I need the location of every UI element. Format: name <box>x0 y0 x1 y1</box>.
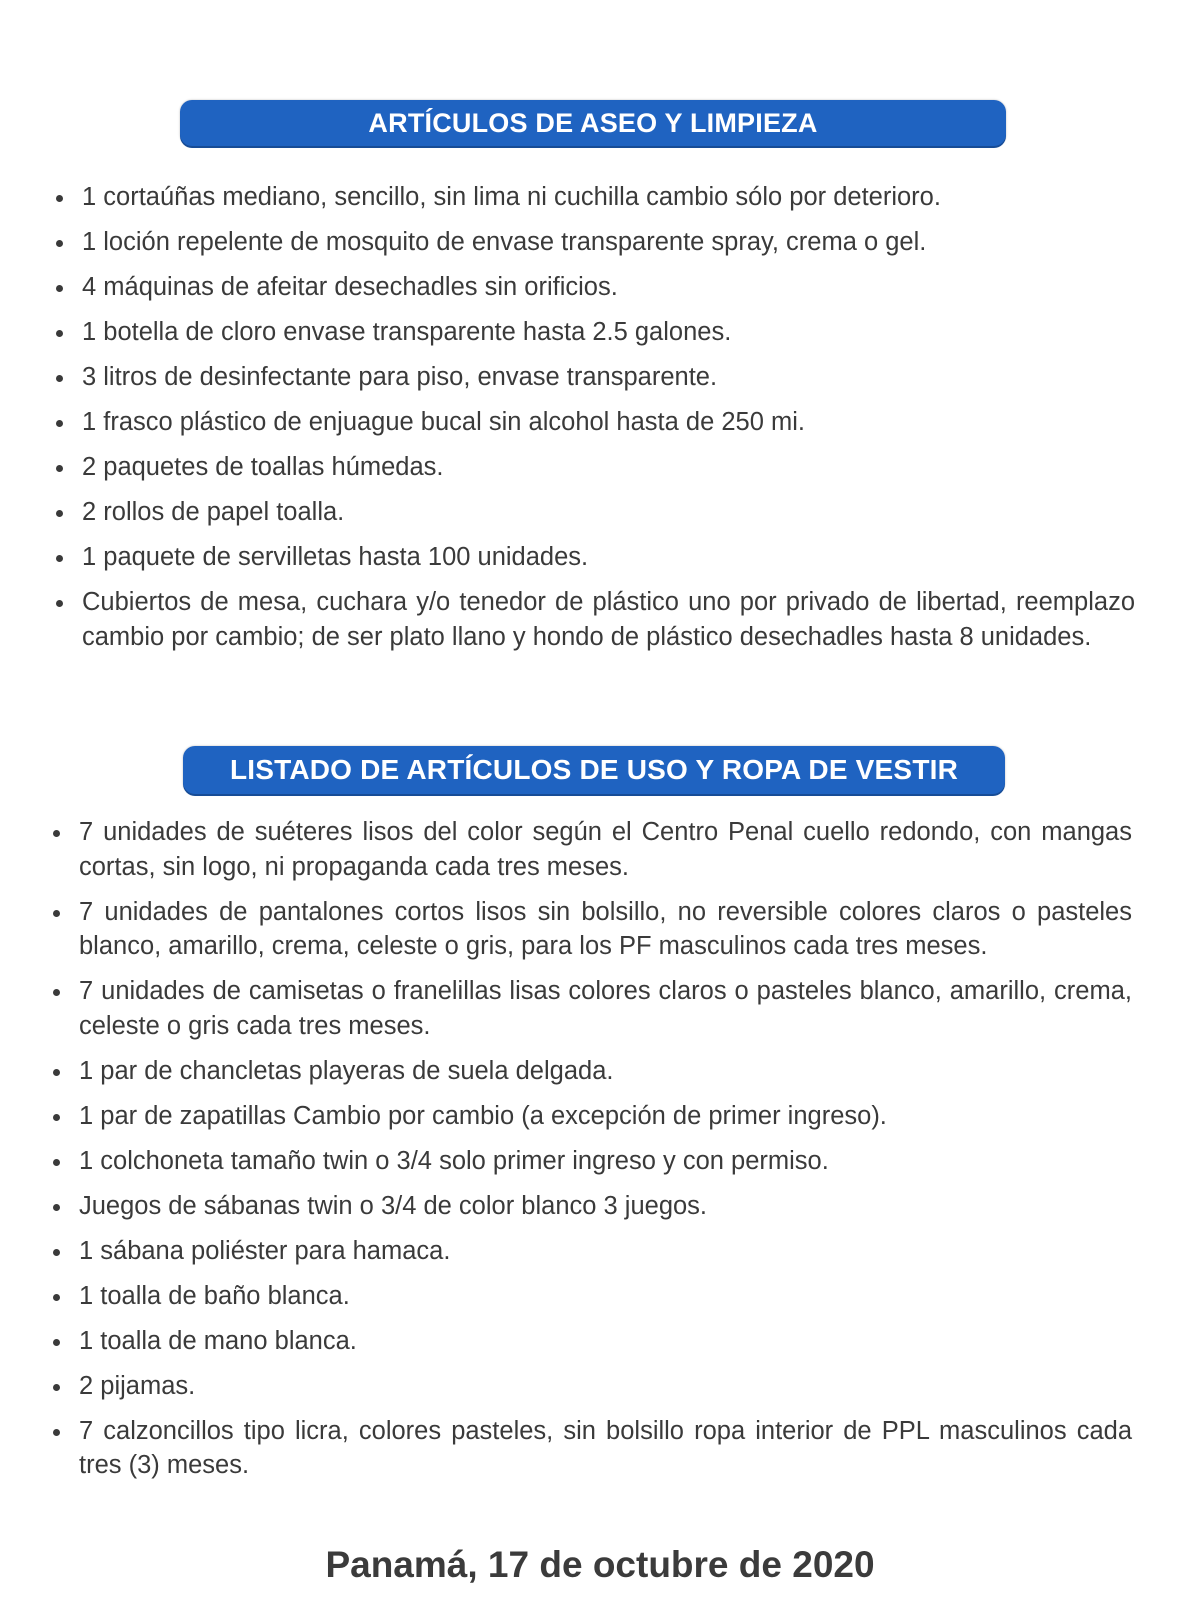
list-item: 1 par de chancletas playeras de suela delgada. <box>49 1054 1132 1089</box>
list-item: Cubiertos de mesa, cuchara y/o tenedor de plástico uno por privado de libertad, reemplazo cambio por cambio; de ser plato llano y hondo de plástico desechadles hasta 8 unidades. <box>52 585 1135 654</box>
section-title: LISTADO DE ARTÍCULOS DE USO Y ROPA DE VESTIR <box>229 754 959 785</box>
list-item: 7 calzoncillos tipo licra, colores pasteles, sin bolsillo ropa interior de PPL masculinos cada tres (3) meses. <box>49 1414 1132 1483</box>
list-item: 3 litros de desinfectante para piso, envase transparente. <box>52 360 1135 395</box>
cleaning-items-list <box>52 180 1135 665</box>
list-item: Juegos de sábanas twin o 3/4 de color blanco 3 juegos. <box>49 1189 1132 1224</box>
list-item: 7 unidades de camisetas o franelillas lisas colores claros o pasteles blanco, amarillo, crema, celeste o gris cada tres meses. <box>49 974 1132 1043</box>
list-item: 1 paquete de servilletas hasta 100 unidades. <box>52 540 1135 575</box>
list-item: 1 botella de cloro envase transparente hasta 2.5 galones. <box>52 315 1135 350</box>
list-item: 7 unidades de suéteres lisos del color según el Centro Penal cuello redondo, con mangas cortas, sin logo, ni propaganda cada tres meses. <box>49 815 1132 884</box>
section-header-ropa-vestir <box>183 746 1005 794</box>
list-item: 1 frasco plástico de enjuague bucal sin alcohol hasta de 250 mi. <box>52 405 1135 440</box>
date-line: Panamá, 17 de octubre de 2020 <box>325 1544 875 1585</box>
section-header-aseo-limpieza <box>180 100 1006 146</box>
list-item: 2 rollos de papel toalla. <box>52 495 1135 530</box>
list-item: 1 loción repelente de mosquito de envase transparente spray, crema o gel. <box>52 225 1135 260</box>
list-item: 1 par de zapatillas Cambio por cambio (a excepción de primer ingreso). <box>49 1099 1132 1134</box>
clothing-items-list <box>49 815 1132 1493</box>
list-item: 1 toalla de baño blanca. <box>49 1279 1132 1314</box>
list-item: 2 pijamas. <box>49 1369 1132 1404</box>
section-title: ARTÍCULOS DE ASEO Y LIMPIEZA <box>368 107 818 138</box>
list-item: 1 toalla de mano blanca. <box>49 1324 1132 1359</box>
list-item: 2 paquetes de toallas húmedas. <box>52 450 1135 485</box>
list-item: 1 colchoneta tamaño twin o 3/4 solo primer ingreso y con permiso. <box>49 1144 1132 1179</box>
list-item: 1 sábana poliéster para hamaca. <box>49 1234 1132 1269</box>
list-item: 1 cortaúñas mediano, sencillo, sin lima ni cuchilla cambio sólo por deterioro. <box>52 180 1135 215</box>
list-item: 7 unidades de pantalones cortos lisos sin bolsillo, no reversible colores claros o pasteles blanco, amarillo, crema, celeste o gris, para los PF masculinos cada tres meses. <box>49 895 1132 964</box>
list-item: 4 máquinas de afeitar desechadles sin orificios. <box>52 270 1135 305</box>
